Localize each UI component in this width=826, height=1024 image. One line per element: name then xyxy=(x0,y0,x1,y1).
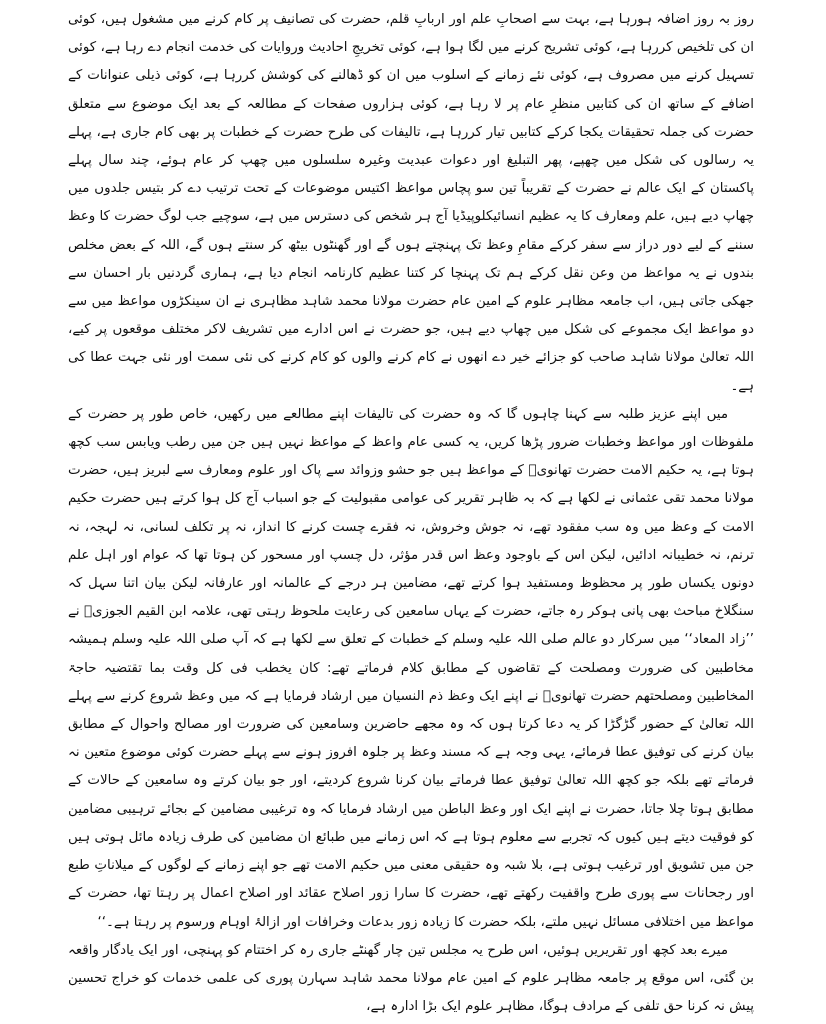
urdu-text-body xyxy=(68,6,754,1021)
paragraph-1: روز بہ روز اضافہ ہورہا ہے، بہت سے اصحابِ علم اور اربابِ قلم، حضرت کی تصانیف پر کام کرنے میں مشغول ہیں، کوئی ان کی تلخیص کررہا ہے، کوئی تشریح کرنے میں لگا ہوا ہے، کوئی تخریجِ احادیث وروایات کی خدمت انجام دے رہا ہے، کوئی تسہیل کرنے میں مصروف ہے، کوئی نئے زمانے کے اسلوب میں ان کو ڈھالنے کی کوشش کررہا ہے، کوئی ذیلی عنوانات کے اضافے کے ساتھ ان کی کتابیں منظرِ عام پر لا رہا ہے، کوئی ہزاروں صفحات کے مطالعہ کے بعد ایک موضوع سے متعلق حضرت کی جملہ تحقیقات یکجا کرکے کتابیں تیار کررہا ہے، تالیفات کی طرح حضرت کے خطبات پر بھی کام جاری ہے، پہلے یہ رسالوں کی شکل میں چھپے، پھر التبلیغ اور دعوات عبدیت وغیرہ سلسلوں میں چھپ کر عام ہوئے، چند سال پہلے پاکستان کے ایک عالم نے حضرت کے تقریباً تین سو پچاس مواعظ اکتیس موضوعات کے تحت ترتیب دے کر بتیس جلدوں میں چھاپ دیے ہیں، علم ومعارف کا یہ عظیم انسائیکلوپیڈیا آج ہر شخص کی دسترس میں ہے، سوچیے جب لوگ حضرت کا وعظ سننے کے لیے دور دراز سے سفر کرکے مقامِ وعظ تک پہنچتے ہوں گے اور گھنٹوں بیٹھ کر سنتے ہوں گے، اللہ کے بعض مخلص بندوں نے یہ مواعظ من وعن نقل کرکے ہم تک پہنچا کر کتنا عظیم کارنامہ انجام دیا ہے، ہماری گردنیں بار احسان سے جھکی جاتی ہیں، اب جامعہ مظاہر علوم کے امین عام حضرت مولانا محمد شاہد مظاہری نے ان سینکڑوں مواعظ میں سے دو مواعظ ایک مجموعے کی شکل میں چھاپ دیے ہیں، جو حضرت نے اس ادارے میں تشریف لاکر مختلف موقعوں پر کیے، اللہ تعالیٰ مولانا شاہد صاحب کو جزائے خیر دے انھوں نے کام کرنے والوں کو کام کرنے کی نئی سمت اور نئی جہت عطا کی ہے۔ xyxy=(68,12,754,394)
paragraph-2: میں اپنے عزیز طلبہ سے کہنا چاہوں گا کہ وہ حضرت کی تالیفات اپنے مطالعے میں رکھیں، خاص طور پر حضرت کے ملفوظات اور مواعظ وخطبات ضرور پڑھا کریں، یہ کسی عام واعظ کے مواعظ نہیں ہیں جن میں رطب ویابس سب کچھ ہوتا ہے، یہ حکیم الامت حضرت تھانویؒ کے مواعظ ہیں جو حشو وزوائد سے پاک اور علوم ومعارف سے لبریز ہیں، حضرت مولانا محمد تقی عثمانی نے لکھا ہے کہ بہ ظاہر تقریر کی عوامی مقبولیت کے جو اسباب آج کل ہوا کرتے ہیں حضرت حکیم الامت کے وعظ میں وہ سب مفقود تھے، نہ جوش وخروش، نہ فقرے چست کرنے کا انداز، نہ پر تکلف لسانی، نہ لہجہ، نہ ترنم، نہ خطیبانہ ادائیں، لیکن اس کے باوجود وعظ اس قدر مؤثر، دل چسپ اور مسحور کن ہوتا تھا کہ عوام اور اہل علم دونوں یکساں طور پر محظوظ ومستفید ہوا کرتے تھے، مضامین ہر درجے کے عالمانہ اور عارفانہ لیکن بیان اتنا سہل کہ سنگلاخ مباحث بھی پانی ہوکر رہ جاتے، حضرت کے یہاں سامعین کی رعایت ملحوظ رہتی تھی، علامہ ابن القیم الجوزیؒ نے ’’زاد المعاد‘‘ میں سرکار دو عالم صلی اللہ علیہ وسلم کے خطبات کے تعلق سے لکھا ہے کہ آپ صلی اللہ علیہ وسلم ہمیشہ مخاطبین کی ضرورت ومصلحت کے تقاضوں کے مطابق کلام فرماتے تھے: کان یخطب فی کل وقت بما تقتضیہ حاجۃ المخاطبین ومصلحتھم حضرت تھانویؒ نے اپنے ایک وعظ ذم النسیان میں ارشاد فرمایا ہے کہ میں وعظ شروع کرنے سے پہلے اللہ تعالیٰ کے حضور گڑگڑا کر یہ دعا کرتا ہوں کہ وہ مجھے حاضرین وسامعین کی ضرورت اور مصالح واحوال کے مطابق بیان کرنے کی توفیق عطا فرمائے، یہی وجہ ہے کہ مسند وعظ پر جلوہ افروز ہونے سے پہلے حضرت کوئی موضوع متعین نہ فرماتے تھے بلکہ جو کچھ اللہ تعالیٰ توفیق عطا فرماتے بیان کرنا شروع کردیتے، اور جو بیان کرتے وہ سامعین کے حالات کے مطابق ہوتا چلا جاتا، حضرت نے اپنے ایک اور وعظ الباطن میں ارشاد فرمایا کہ وہ ترغیبی مضامین کے بجائے ترہیبی مضامین کو فوقیت دیتے ہیں کیوں کہ تجربے سے معلوم ہوتا ہے کہ اس زمانے میں طبائع ان مضامین کی طرف زیادہ مائل ہوتی ہیں جن میں تشویق اور ترغیب ہوتی ہے، بلا شبہ وہ حقیقی معنی میں حکیم الامت تھے جو اپنے زمانے کے لوگوں کے میلاناتِ طبع اور رجحانات سے پوری طرح واقفیت رکھتے تھے، حضرت کا سارا زور اصلاح عقائد اور اصلاح اعمال پر رہتا تھا، حضرت کے مواعظ میں اختلافی مسائل نہیں ملتے، بلکہ حضرت کا زیادہ زور بدعات وخرافات اور ازالۂ اوہام ورسوم پر رہتا ہے۔‘‘ xyxy=(68,406,755,930)
paragraph-3: میرے بعد کچھ اور تقریریں ہوئیں، اس طرح یہ مجلس تین چار گھنٹے جاری رہ کر اختتام کو پہنچی، اور ایک یادگار واقعہ بن گئی، اس موقع پر جامعہ مظاہر علوم کے امین عام مولانا محمد شاہد سہارن پوری کی علمی خدمات کو خراج تحسین پیش نہ کرنا حق تلفی کے مرادف ہوگا، مظاہر علوم ایک بڑا ادارہ ہے، xyxy=(68,942,754,1015)
